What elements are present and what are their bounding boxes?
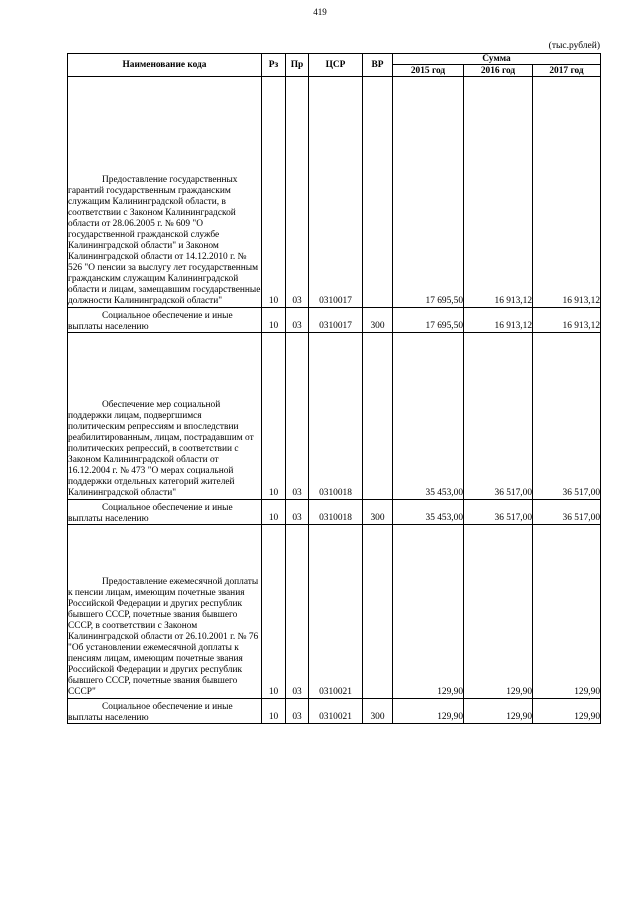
cell-vr <box>363 333 393 500</box>
cell-csr: 0310018 <box>309 333 363 500</box>
row-name-first: Предоставление государственных <box>102 175 238 185</box>
cell-rz: 10 <box>262 699 286 724</box>
units-label: (тыс.рублей) <box>548 41 600 51</box>
row-name-first: Обеспечение мер социальной <box>102 400 221 410</box>
cell-2017: 16 913,12 <box>533 308 601 333</box>
row-name-rest: доплаты к пенсии лицам, имеющим почетные звания Российской Федерации и других республик бывшего СССР, почетные звания бывшего СССР, в соответствии с Законом Калининградской области от 26.10.2001 г. № 76 "Об установлении ежемесячной доплаты к пенсиям лицам, имеющим почетные звания Российской Федерации и других республик бывшего СССР, почетные звания бывшего СССР" <box>68 577 259 697</box>
header-rz: Рз <box>262 54 286 77</box>
header-vr: ВР <box>363 54 393 77</box>
cell-vr <box>363 525 393 699</box>
table-row <box>68 77 601 308</box>
row-name-first: Предоставление ежемесячной <box>102 577 223 587</box>
cell-rz: 10 <box>262 308 286 333</box>
row-name <box>68 500 262 525</box>
cell-pr: 03 <box>286 333 309 500</box>
row-name <box>68 308 262 333</box>
cell-2017: 16 913,12 <box>533 77 601 308</box>
table-row <box>68 500 601 525</box>
table-row <box>68 308 601 333</box>
cell-2015: 129,90 <box>393 699 464 724</box>
cell-2015: 35 453,00 <box>393 333 464 500</box>
row-name-rest: поддержки лицам, подвергшимся политическим репрессиям и впоследствии реабилитированным, лицам, пострадавшим от политических репрессий, в соответствии с Законом Калининградской области от 16.12.2004 г. № 473 "О мерах социальной поддержки отдельных категорий жителей Калининградской области" <box>68 411 254 498</box>
cell-vr: 300 <box>363 699 393 724</box>
cell-csr: 0310021 <box>309 699 363 724</box>
cell-2016: 36 517,00 <box>464 500 533 525</box>
cell-vr <box>363 77 393 308</box>
cell-2016: 16 913,12 <box>464 308 533 333</box>
table-row <box>68 699 601 724</box>
row-name <box>68 699 262 724</box>
table-row <box>68 333 601 500</box>
cell-csr: 0310018 <box>309 500 363 525</box>
cell-rz: 10 <box>262 500 286 525</box>
header-csr: ЦСР <box>309 54 363 77</box>
cell-2017: 36 517,00 <box>533 333 601 500</box>
row-name <box>68 77 262 308</box>
header-year-2015: 2015 год <box>393 65 464 77</box>
header-name: Наименование кода <box>68 54 262 77</box>
cell-pr: 03 <box>286 525 309 699</box>
row-name-rest: выплаты населению <box>68 321 149 332</box>
header-pr: Пр <box>286 54 309 77</box>
table-row <box>68 525 601 699</box>
cell-2016: 129,90 <box>464 699 533 724</box>
row-name-rest: выплаты населению <box>68 513 149 524</box>
cell-pr: 03 <box>286 699 309 724</box>
row-name <box>68 333 262 500</box>
cell-vr: 300 <box>363 500 393 525</box>
cell-vr: 300 <box>363 308 393 333</box>
cell-2015: 17 695,50 <box>393 308 464 333</box>
cell-2016: 36 517,00 <box>464 333 533 500</box>
cell-rz: 10 <box>262 77 286 308</box>
cell-2015: 35 453,00 <box>393 500 464 525</box>
cell-pr: 03 <box>286 308 309 333</box>
cell-csr: 0310017 <box>309 77 363 308</box>
cell-csr: 0310021 <box>309 525 363 699</box>
cell-csr: 0310017 <box>309 308 363 333</box>
cell-2016: 16 913,12 <box>464 77 533 308</box>
cell-2017: 129,90 <box>533 699 601 724</box>
cell-2017: 36 517,00 <box>533 500 601 525</box>
header-year-2016: 2016 год <box>464 65 533 77</box>
cell-2017: 129,90 <box>533 525 601 699</box>
cell-pr: 03 <box>286 500 309 525</box>
row-name-rest: гарантий государственным гражданским служащим Калининградской области, в соответствии с Законом Калининградской области от 28.06.2005 г. № 609 "О государственной гражданской службе Калининградской области" и Законом Калининградской области от 14.12.2010 г. № 526 "О пенсии за выслугу лет государственным гражданским служащим Калининградской области и лицам, замещавшим государственные должности Калининградской области" <box>68 186 261 306</box>
cell-2015: 129,90 <box>393 525 464 699</box>
cell-pr: 03 <box>286 77 309 308</box>
page-number: 419 <box>313 7 327 17</box>
row-name-first: Социальное обеспечение и иные <box>102 503 233 513</box>
header-sum: Сумма <box>393 54 601 65</box>
row-name-rest: выплаты населению <box>68 712 149 723</box>
cell-rz: 10 <box>262 333 286 500</box>
row-name <box>68 525 262 699</box>
header-year-2017: 2017 год <box>533 65 601 77</box>
row-name-first: Социальное обеспечение и иные <box>102 702 233 712</box>
cell-2015: 17 695,50 <box>393 77 464 308</box>
budget-table <box>67 53 601 724</box>
cell-rz: 10 <box>262 525 286 699</box>
row-name-first: Социальное обеспечение и иные <box>102 311 233 321</box>
cell-2016: 129,90 <box>464 525 533 699</box>
